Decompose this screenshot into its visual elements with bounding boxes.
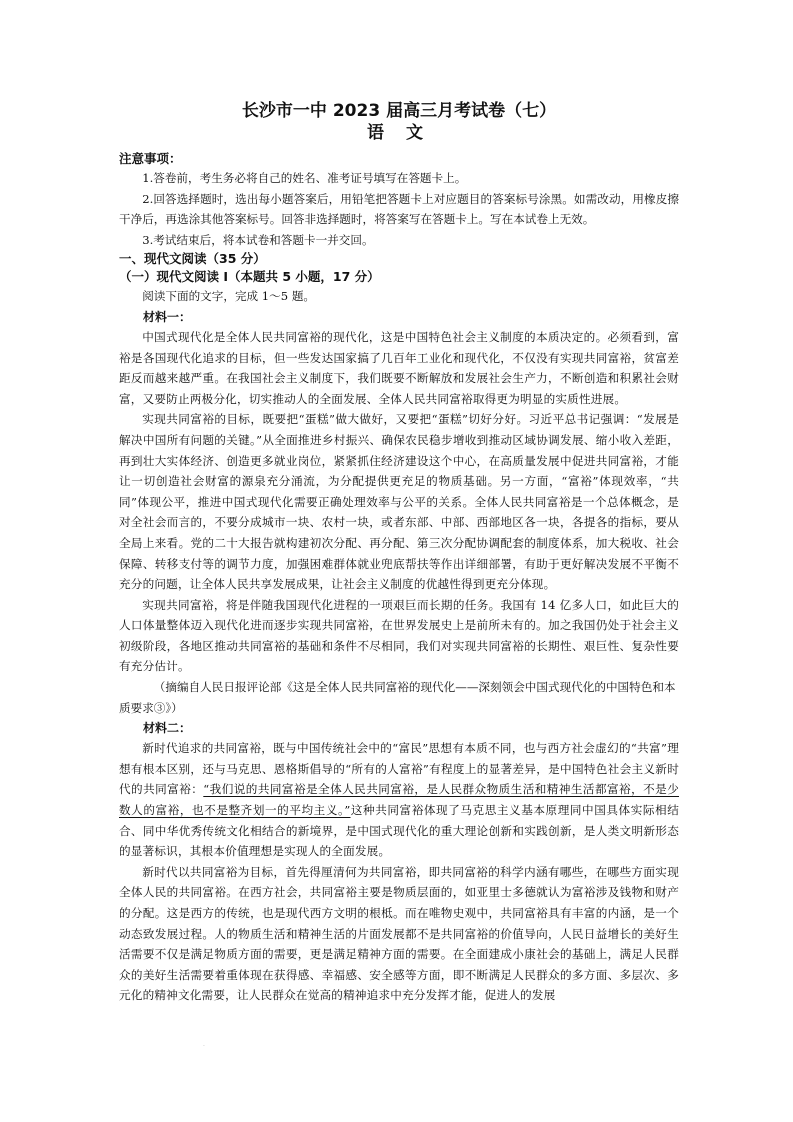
section-heading: 一、现代文阅读（35 分） — [119, 251, 266, 267]
subject-title: 语 文 — [367, 123, 431, 143]
material1-paragraph-3: 实现共同富裕，将是伴随我国现代化进程的一项艰巨而长期的任务。我国有 14 亿多人口，如此巨大的人口体量整体迈入现代化进而逐步实现共同富裕，在世界发展史上是前所未有的。加之我国仍处于社会主义初级阶段，各地区推动共同富裕的基础和条件不尽相同，我们对实现共同富裕的长期性、艰巨性、复杂性要有充分估计。 — [119, 597, 679, 674]
instructions-heading: 注意事项： — [119, 151, 182, 166]
page-mark: · — [203, 1043, 205, 1050]
material2-paragraph-1 — [119, 738, 679, 862]
subsection-heading: （一）现代文阅读 I（本题共 5 小题，17 分） — [119, 269, 380, 285]
instruction-item-2: 2.回答选择题时，选出每小题答案后，用铅笔把答题卡上对应题目的答案标号涂黑。如需改动，用橡皮擦干净后，再选涂其他答案标号。回答非选择题时，将答案写在答题卡上。写在本试卷上无效。 — [119, 191, 679, 227]
exam-title: 长沙市一中 2023 届高三月考试卷（七） — [241, 101, 557, 121]
exam-page — [119, 100, 679, 1006]
material2-p1-before: 新时代追求的共同富裕，既与中国传统社会中的“富民”思想有本质不同，也与西方社会虚幻的“共富”理想有根本区别，还与马克思、恩格斯倡导的“所有的人富裕”有程度上的显著差异，是中国特色社会主义新时代的共同富裕： — [119, 741, 679, 797]
material1-paragraph-2: 实现共同富裕的目标，既要把“蛋糕”做大做好，又要把“蛋糕”切好分好。习近平总书记强调：“发展是解决中国所有问题的关键。”从全面推进乡村振兴、确保农民稳步增收到推动区域协调发展、缩小收入差距，再到壮大实体经济、创造更多就业岗位，紧紧抓住经济建设这个中心，在高质量发展中促进共同富裕，才能让一切创造社会财富的源泉充分涌流，为分配提供更充足的物质基础。另一方面，“富裕”体现效率，“共同”体现公平，推进中国式现代化需要正确处理效率与公平的关系。全体人民共同富裕是一个总体概念，是对全社会而言的，不要分成城市一块、农村一块，或者东部、中部、西部地区各一块，各提各的指标，要从全局上来看。党的二十大报告就构建初次分配、再分配、第三次分配协调配套的制度体系，加大税收、社会保障、转移支付等的调节力度，加强困难群体就业兜底帮扶等作出详细部署，有助于更好解决发展不平衡不充分的问题，让全体人民共享发展成果，让社会主义制度的优越性得到更充分体现。 — [119, 412, 679, 592]
material2-p1-quote: “我们说的共同富裕是全体人民共同富裕，是人民群众物质生活和精神生活都富裕，不是少数人的富裕，也不是整齐划一的平均主义。” — [119, 782, 680, 818]
material1-paragraph-1: 中国式现代化是全体人民共同富裕的现代化，这是中国特色社会主义制度的本质决定的。必须看到，富裕是各国现代化追求的目标，但一些发达国家搞了几百年工业化和现代化，不仅没有实现共同富裕，贫富差距反而越来越严重。在我国社会主义制度下，我们既要不断解放和发展社会生产力，不断创造和积累社会财富，又要防止两极分化，切实推动人的全面发展、全体人民共同富裕取得更为明显的实质性进展。 — [119, 329, 679, 406]
material2-label: 材料二： — [143, 721, 192, 736]
material1-source: （摘编自人民日报评论部《这是全体人民共同富裕的现代化——深刻领会中国式现代化的中国特色和本质要求③》） — [119, 680, 676, 715]
instruction-item-1: 1.答卷前，考生务必将自己的姓名、准考证号填写在答题卡上。 — [142, 171, 467, 185]
instruction-item-3: 3.考试结束后，将本试卷和答题卡一并交回。 — [142, 232, 374, 247]
material1-label: 材料一： — [143, 309, 192, 324]
material2-paragraph-2: 新时代以共同富裕为目标，首先得厘清何为共同富裕，即共同富裕的科学内涵有哪些，在哪些方面实现全体人民的共同富裕。在西方社会，共同富裕主要是物质层面的，如亚里士多德就认为富裕涉及钱物和财产的分配。这是西方的传统，也是现代西方文明的根柢。而在唯物史观中，共同富裕具有丰富的内涵，是一个动态致发展过程。人的物质生活和精神生活的片面发展都不是共同富裕的价值导向，人民日益增长的美好生活需要不仅是满足物质方面的需要，更是满足精神方面的需要。在全面建成小康社会的基础上，满足人民群众的美好生活需要着重体现在获得感、幸福感、安全感等方面，即不断满足人民群众的多方面、多层次、多元化的精神文化需要，让人民群众在觉高的精神追求中充分发挥才能，促进人的发展 — [119, 864, 679, 1003]
reading-prompt: 阅读下面的文字，完成 1～5 题。 — [142, 289, 316, 304]
material2-p1-after: 这种共同富裕体现了马克思主义基本原理同中国具体实际相结合、同中华优秀传统文化相结合的新境界，是中国式现代化的重大理论创新和实践创新，是人类文明新形态的显著标识，其根本价值理想是实现人的全面发展。 — [119, 803, 679, 859]
